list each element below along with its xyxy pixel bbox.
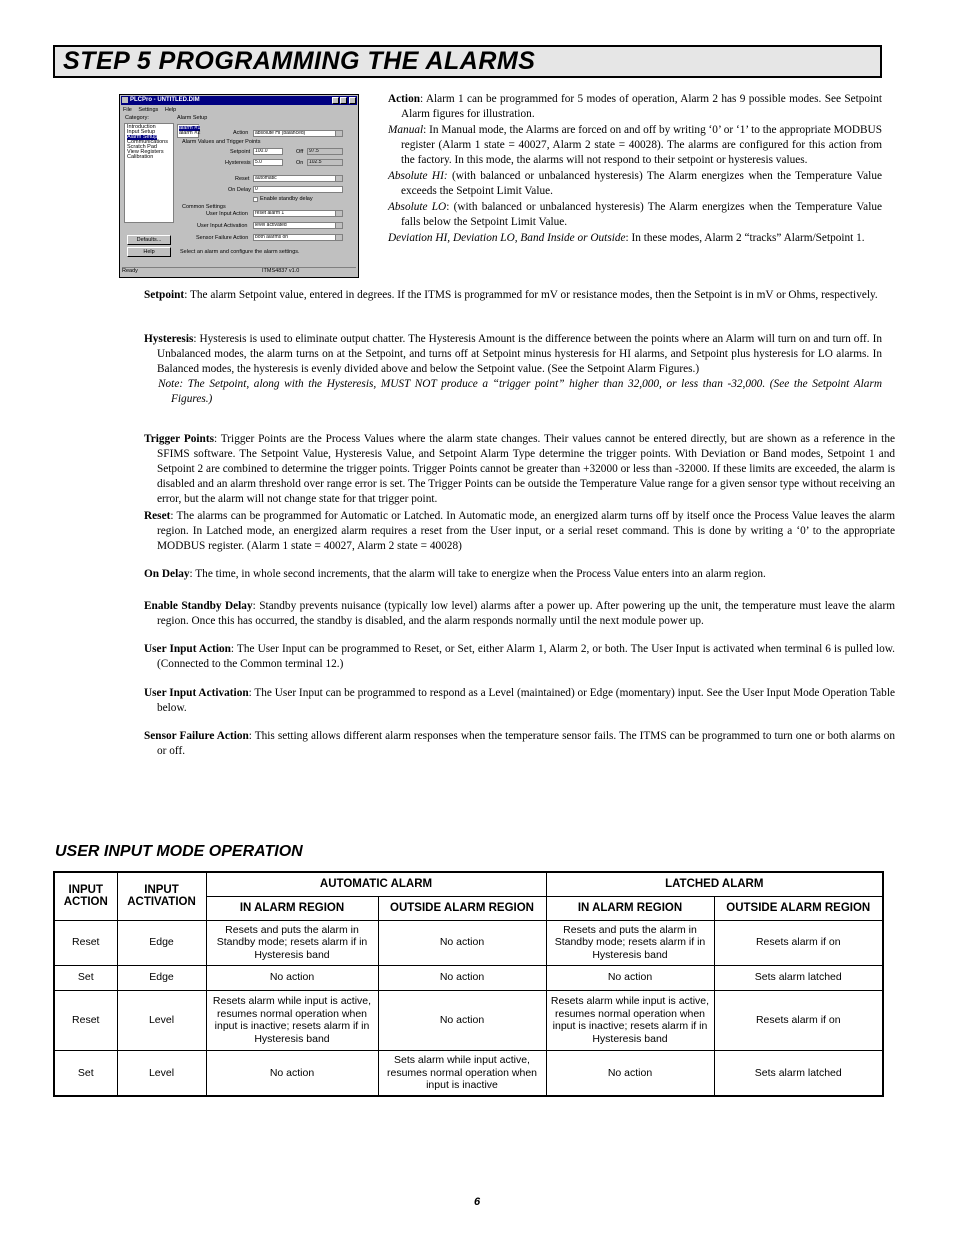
software-screenshot [119, 94, 359, 278]
header-input-action: INPUT ACTION [54, 872, 117, 920]
chevron-down-icon [335, 223, 342, 228]
maximize-icon[interactable] [340, 97, 347, 104]
common-settings-label: Common Settings [182, 204, 226, 210]
table-cell: Sets alarm latched [714, 1050, 883, 1096]
off-value: 97.5 [307, 148, 343, 155]
table-cell: Level [117, 990, 206, 1050]
category-item[interactable]: Input Setup [127, 129, 156, 135]
values-group-label: Alarm Values and Trigger Points [182, 139, 261, 145]
user-input-action-select[interactable]: reset alarm 1 [253, 210, 343, 217]
table-cell: Set [54, 965, 117, 990]
hysteresis-paragraph: Hysteresis: Hysteresis is used to eliminate output chatter. The Hysteresis Amount is the difference between the points where an Alarm will turn on and turn off. In Unbalanced modes, the alarm turns on at the Setpoint, and turns off at Setpoint minus hysteresis for HI alarms, and Setpoint plus hysteresis for LO alarms. In Balanced modes, the hysteresis is evenly divided above and below the Setpoint value. (See the Setpoint Alarm Figures.) Note: The Setpoint, along with the Hysteresis, MUST NOT produce a “trigger point” higher than 32,000, or less than -32,000. (See the Setpoint Alarm Figures.) [144, 333, 882, 405]
menu-file[interactable]: File [123, 107, 132, 113]
table-row [54, 1050, 883, 1096]
on-delay-paragraph: On Delay: The time, in whole second increments, that the alarm will take to energize when the Process Value enters into an alarm region. [144, 568, 766, 580]
table-row [54, 990, 883, 1050]
user-input-activation-paragraph: User Input Activation: The User Input can be programmed to respond as a Level (maintained) or Edge (momentary) input. See the User Input Mode Operation Table below. [144, 687, 895, 714]
menu-help[interactable]: Help [164, 107, 177, 113]
category-item[interactable]: Scratch Pad [127, 144, 157, 150]
table-cell: No action [206, 965, 378, 990]
table-cell: Reset [54, 990, 117, 1050]
section-header [53, 45, 882, 78]
window-title: PLCPro - UNTITLED.DIM [130, 97, 200, 103]
on-label: On [296, 160, 304, 166]
category-item[interactable]: Communications [127, 139, 168, 145]
action-block: Action: Alarm 1 can be programmed for 5 modes of operation, Alarm 2 has 9 possible modes. See Setpoint Alarm figures for illustration. Manual: In Manual mode, the Alarms are forced on and off by writing ‘0’ or ‘1’ to the appropriate MODBUS register (Alarm 1 state = 40027, Alarm 2 state = 40028). The alarms are configured for this action from the factory. In this mode, the alarms will not respond to their setpoint or hysteresis values. Absolute HI: (with balanced or unbalanced hysteresis) The Alarm energizes when the Temperature Value exceeds the Setpoint Limit Value. Absolute LO: (with balanced or unbalanced hysteresis) The Alarm energizes when the Temperature Value falls below the Setpoint Limit Value. Deviation HI, Deviation LO, Band Inside or Outside: In these modes, Alarm 2 “tracks” Alarm/Setpoint 1. [388, 93, 882, 244]
hint-text: Select an alarm and configure the alarm settings. [180, 249, 300, 255]
standby-label: Enable standby delay [260, 196, 313, 202]
chevron-down-icon [335, 235, 342, 240]
category-item-selected[interactable]: Alarm Setup [127, 134, 158, 140]
user-input-action-paragraph: User Input Action: The User Input can be programmed to Reset, or Set, either Alarm 1, Alarm 2, or both. The User Input is activated when terminal 6 is pulled low. (Connected to the Common terminal 12.) [144, 643, 895, 670]
table-cell: Sets alarm latched [714, 965, 883, 990]
status-bar [122, 267, 356, 275]
reset-label: Reset [235, 176, 250, 182]
table-row [54, 920, 883, 965]
setpoint-input[interactable]: 100.0 [253, 148, 283, 155]
sensor-failure-label: Sensor Failure Action [196, 235, 249, 241]
table-cell: Edge [117, 920, 206, 965]
table-cell: No action [378, 990, 546, 1050]
alarm-item[interactable]: alarm #2 [179, 130, 201, 136]
menu-bar [123, 106, 181, 114]
alarm-list[interactable] [177, 124, 199, 138]
table-cell: Resets and puts the alarm in Standby mode; resets alarm if in Hysteresis band [546, 920, 714, 965]
help-button[interactable]: Help [127, 247, 171, 257]
table-cell: Reset [54, 920, 117, 965]
table-cell: No action [206, 1050, 378, 1096]
user-input-activation-label: User Input Activation [197, 223, 248, 229]
sensor-failure-select[interactable]: both alarms on [253, 234, 343, 241]
header-outside-alarm-region: OUTSIDE ALARM REGION [714, 896, 883, 920]
setpoint-paragraph: Setpoint: The alarm Setpoint value, entered in degrees. If the ITMS is programmed for mV or resistance modes, then the Setpoint is in mV or Ohms, respectively. [144, 289, 878, 301]
action-select[interactable]: absolute HI (balanced) [253, 130, 343, 137]
table-cell: Resets alarm if on [714, 920, 883, 965]
table-cell: Resets alarm if on [714, 990, 883, 1050]
user-input-activation-select[interactable]: level activated [253, 222, 343, 229]
trigger-points-paragraph: Trigger Points: Trigger Points are the Process Values where the alarm state changes. Their values cannot be entered directly, but are shown as a reference in the SFIMS software. The Setpoint Value, Hysteresis Value, and Setpoint Alarm Type determine the trigger points. With Deviation or Band modes, Setpoint 1 and Setpoint 2 are combined to determine the trigger points. Trigger Points cannot be greater than +32000 or less than -32000. If these limits are exceeded, the alarm is disabled and an alarm threshold over range error is set. The Trigger Points can be outside the Temperature Value range for a given sensor type without receiving an error, but the alarm will not change state for that trigger point. [144, 433, 895, 505]
category-label: Category: [125, 115, 149, 121]
status-right: ITMS4837 v1.0 [262, 268, 300, 274]
reset-select[interactable]: automatic [253, 175, 343, 182]
user-input-mode-table [53, 871, 884, 1097]
table-cell: Resets alarm while input is active, resumes normal operation when input is inactive; resets alarm if in Hysteresis band [206, 990, 378, 1050]
off-label: Off [296, 149, 304, 155]
header-automatic-alarm: AUTOMATIC ALARM [206, 872, 546, 896]
setpoint-label: Setpoint [230, 149, 251, 155]
user-input-action-label: User Input Action [206, 211, 248, 217]
alarm-item[interactable]: alarm #1 [179, 125, 201, 131]
on-value: 102.5 [307, 159, 343, 166]
category-list[interactable] [124, 123, 174, 223]
sensor-failure-paragraph: Sensor Failure Action: This setting allows different alarm responses when the temperature sensor fails. The ITMS can be programmed to turn one or both alarms on or off. [144, 730, 895, 757]
on-delay-input[interactable]: 0 [253, 186, 343, 193]
table-cell: Resets and puts the alarm in Standby mode; resets alarm if in Hysteresis band [206, 920, 378, 965]
alarm-setup-label: Alarm Setup [177, 115, 208, 121]
category-item[interactable]: Calibration [127, 154, 154, 160]
standby-checkbox[interactable] [253, 197, 258, 202]
action-label: Action [233, 130, 249, 136]
header-input-activation: INPUT ACTIVATION [117, 872, 206, 920]
table-cell: Sets alarm while input active, resumes normal operation when input is inactive [378, 1050, 546, 1096]
reset-paragraph: Reset: The alarms can be programmed for Automatic or Latched. In Automatic mode, an energized alarm turns off by itself once the Process Value leaves the alarm region. In Latched mode, an energized alarm requires a reset from the User input, or a serial reset command. This is done by writing a ‘0’ to the appropriate MODBUS register. (Alarm 1 state = 40027, Alarm 2 state = 40028) [144, 510, 895, 552]
table-cell: No action [546, 965, 714, 990]
header-outside-alarm-region: OUTSIDE ALARM REGION [378, 896, 546, 920]
table-cell: No action [546, 1050, 714, 1096]
header-in-alarm-region: IN ALARM REGION [206, 896, 378, 920]
minimize-icon[interactable] [332, 97, 339, 104]
category-item[interactable]: Introduction [127, 124, 156, 130]
chevron-down-icon [335, 131, 342, 136]
on-delay-label: On Delay [228, 187, 251, 193]
table-row [54, 965, 883, 990]
hysteresis-input[interactable]: 5.0 [253, 159, 283, 166]
close-icon[interactable] [349, 97, 356, 104]
header-latched-alarm: LATCHED ALARM [546, 872, 883, 896]
section-title: STEP 5 PROGRAMMING THE ALARMS [63, 47, 536, 75]
hysteresis-note: Note: The Setpoint, along with the Hysteresis, MUST NOT produce a “trigger point” higher than 32,000, or less than -32,000. (See the Setpoint Alarm Figures.) [158, 378, 882, 405]
chevron-down-icon [335, 211, 342, 216]
app-icon [122, 97, 128, 103]
menu-settings[interactable]: Settings [138, 107, 159, 113]
table-cell: Edge [117, 965, 206, 990]
defaults-button[interactable]: Defaults... [127, 235, 171, 245]
standby-paragraph: Enable Standby Delay: Standby prevents nuisance (typically low level) alarms after a power up. After powering up the unit, the temperature must leave the alarm region. Once this has occurred, the standby is disabled, and the alarm responds normally until the next module power up. [144, 600, 895, 627]
table-cell: No action [378, 920, 546, 965]
table-title: USER INPUT MODE OPERATION [55, 843, 303, 860]
table-cell: Resets alarm while input is active, resumes normal operation when input is inactive; resets alarm if in Hysteresis band [546, 990, 714, 1050]
table-cell: Level [117, 1050, 206, 1096]
page-number: 6 [473, 1196, 481, 1208]
window-titlebar [121, 96, 357, 105]
category-item[interactable]: View Registers [127, 149, 164, 155]
status-left: Ready [122, 268, 138, 274]
table-cell: No action [378, 965, 546, 990]
hysteresis-label: Hysteresis [225, 160, 251, 166]
table-cell: Set [54, 1050, 117, 1096]
header-in-alarm-region: IN ALARM REGION [546, 896, 714, 920]
chevron-down-icon [335, 176, 342, 181]
